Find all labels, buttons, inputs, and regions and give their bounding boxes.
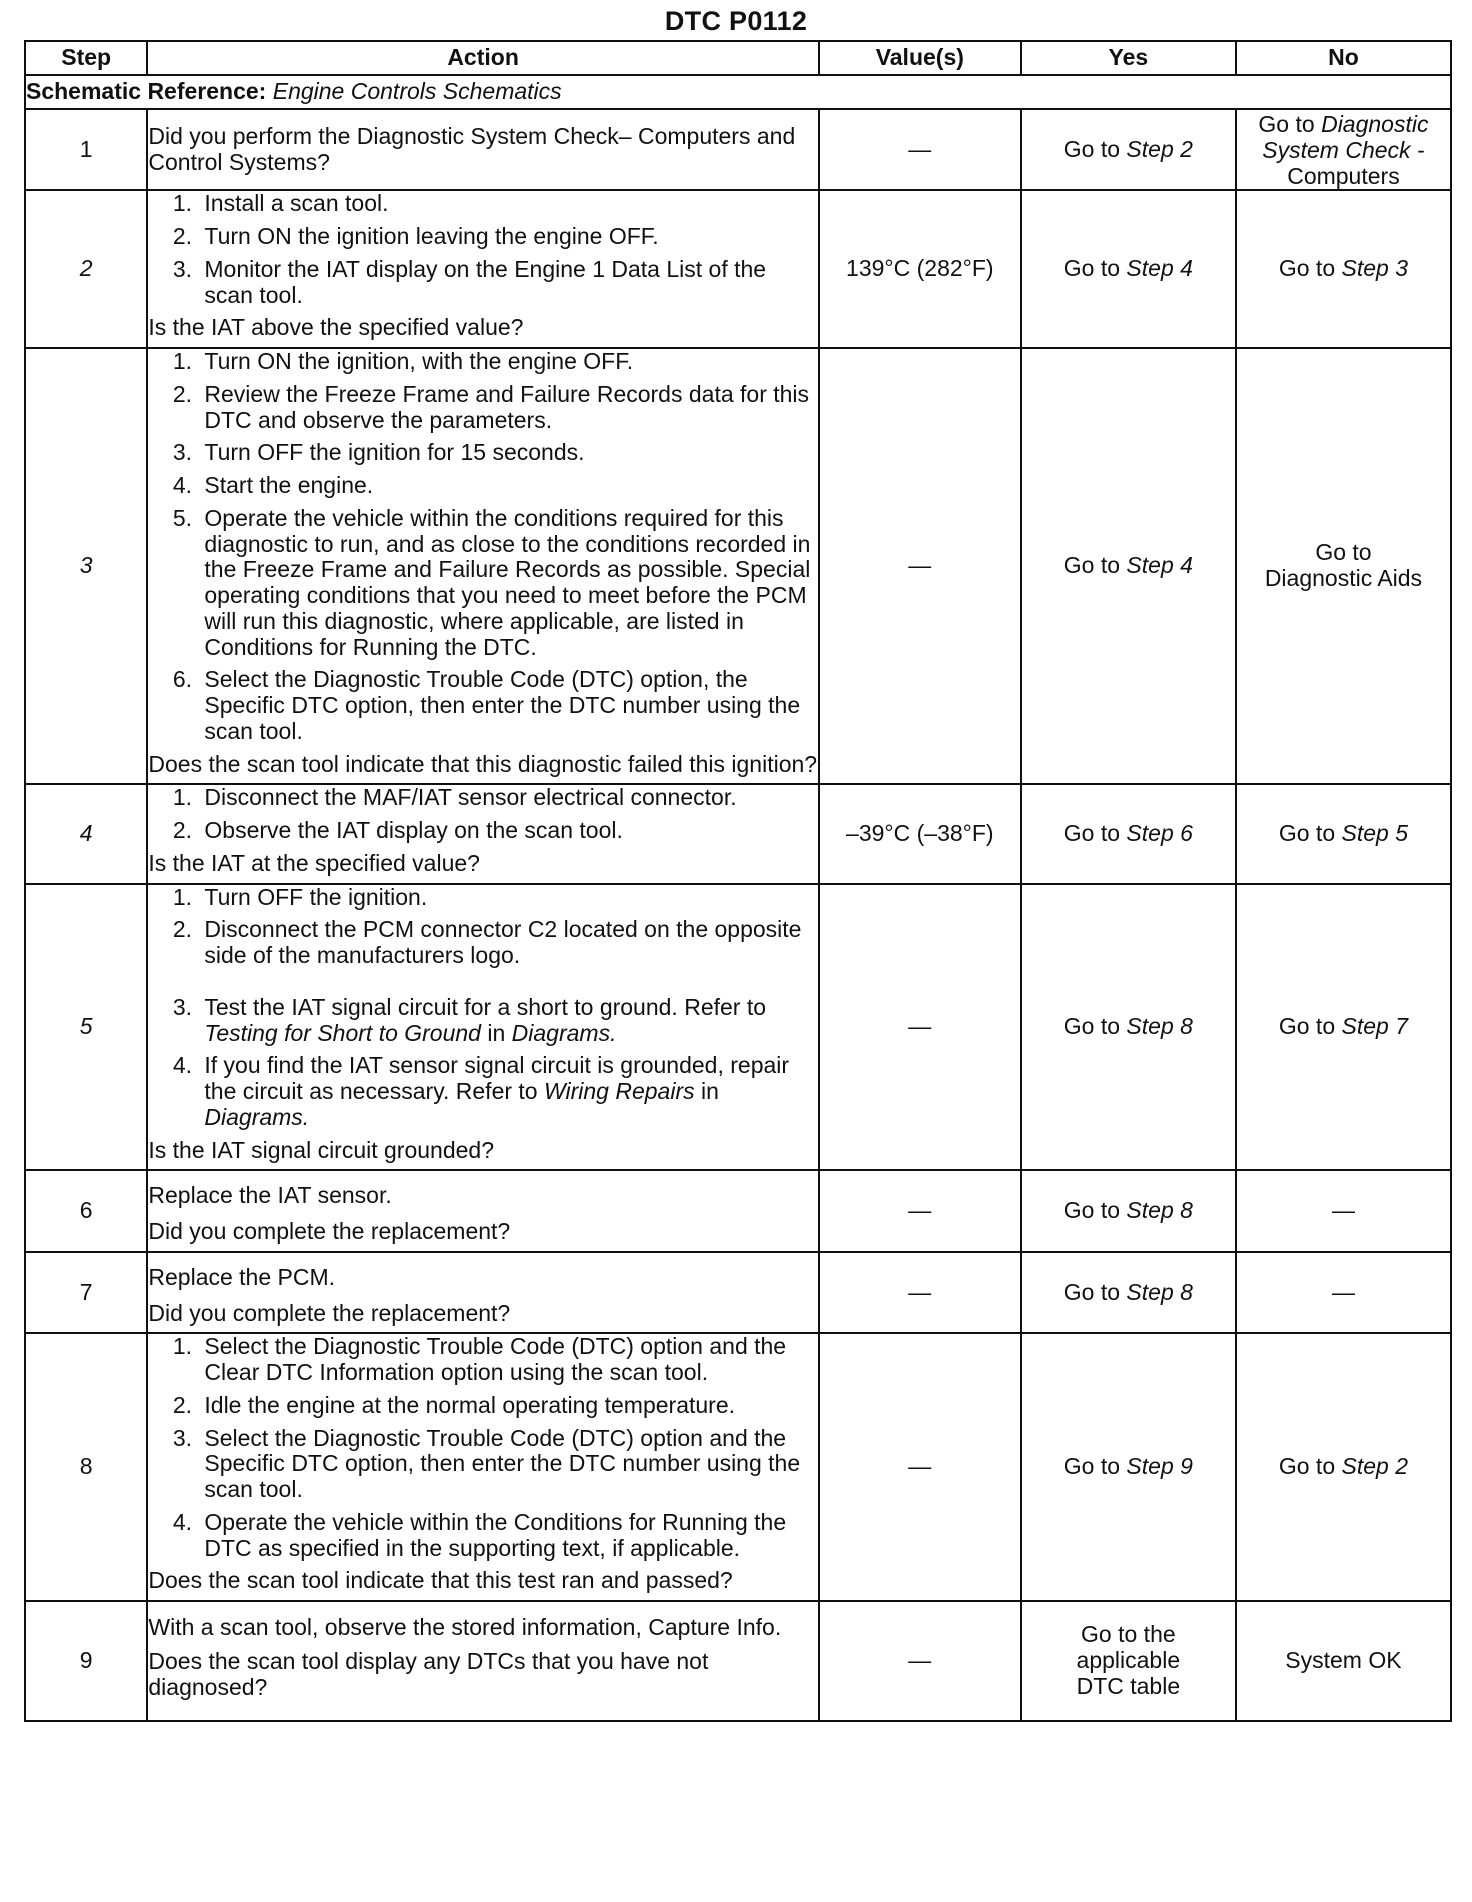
step-number: 3 — [25, 348, 147, 784]
header-values: Value(s) — [819, 41, 1021, 75]
step-value: — — [819, 884, 1021, 1171]
list-item: 1. Turn ON the ignition, with the engine OFF. — [198, 349, 817, 375]
yes-cell — [1021, 884, 1236, 1171]
yes-prefix: Go to — [1063, 1453, 1121, 1480]
no-step-link[interactable]: Step 2 — [1341, 1453, 1409, 1480]
table-row — [25, 1601, 1451, 1721]
step-question: Does the scan tool indicate that this test ran and passed? — [148, 1567, 733, 1594]
step-value: — — [819, 1170, 1021, 1252]
list-item — [198, 1053, 817, 1130]
no-prefix: Go to — [1278, 1453, 1336, 1480]
step-question: Does the scan tool indicate that this diagnostic failed this ignition? — [148, 750, 818, 777]
no-cell — [1236, 190, 1451, 348]
step-question: Did you complete the replacement? — [148, 1299, 511, 1326]
step-number: 4 — [25, 784, 147, 883]
header-action: Action — [147, 41, 818, 75]
step-number: 1 — [25, 109, 147, 190]
yes-prefix: Go to — [1063, 1197, 1121, 1224]
applicable-dtc-link-line3[interactable]: DTC table — [1076, 1672, 1181, 1699]
short-to-ground-link[interactable]: Testing for Short to Ground — [204, 1019, 481, 1046]
yes-cell — [1021, 1170, 1236, 1252]
list-item: 1. Turn OFF the ignition. — [198, 885, 817, 911]
no-cell — [1236, 884, 1451, 1171]
list-item — [198, 995, 817, 1047]
list-item: 2. Turn ON the ignition leaving the engine OFF. — [198, 224, 817, 250]
step-number: 2 — [25, 190, 147, 348]
diagrams-link[interactable]: Diagrams. — [511, 1019, 617, 1046]
yes-prefix: Go to — [1063, 552, 1121, 579]
wiring-repairs-link[interactable]: Wiring Repairs — [544, 1078, 695, 1104]
yes-cell — [1021, 1333, 1236, 1601]
list-item: 6. Select the Diagnostic Trouble Code (DTC) option, the Specific DTC option, then enter the DTC number using the scan tool. — [198, 667, 817, 744]
step-question: Is the IAT at the specified value? — [148, 849, 480, 876]
table-row — [25, 784, 1451, 883]
list-item: 4. Operate the vehicle within the Conditions for Running the DTC as specified in the supporting text, if applicable. — [198, 1510, 817, 1562]
yes-cell — [1021, 109, 1236, 190]
list-item: 2. Observe the IAT display on the scan tool. — [198, 818, 817, 844]
step-text: With a scan tool, observe the stored information, Capture Info. — [148, 1614, 782, 1641]
step-value: — — [819, 1601, 1021, 1721]
no-cell — [1236, 784, 1451, 883]
no-line1: Go to — [1315, 539, 1372, 566]
list-item: 2. Disconnect the PCM connector C2 located on the opposite side of the manufacturers logo. — [198, 917, 817, 969]
step-action — [147, 1333, 818, 1601]
list-item: 1. Disconnect the MAF/IAT sensor electrical connector. — [198, 785, 817, 811]
yes-prefix: Go to — [1063, 820, 1121, 846]
yes-cell — [1021, 190, 1236, 348]
yes-cell — [1021, 1601, 1236, 1721]
list-item: 3. Turn OFF the ignition for 15 seconds. — [198, 440, 817, 466]
step-action — [147, 348, 818, 784]
header-row — [25, 41, 1451, 75]
diagrams-link[interactable]: Diagrams. — [204, 1103, 310, 1130]
no-cell: — — [1236, 1170, 1451, 1252]
yes-step-link[interactable]: Step 9 — [1126, 1453, 1193, 1480]
diagnostic-table — [24, 40, 1452, 1722]
yes-step-link[interactable]: Step 6 — [1126, 820, 1193, 846]
no-step-link[interactable]: Diagnostic System Check - — [1262, 111, 1429, 163]
item-text: If you find the IAT sensor signal circuit is grounded, repair the circuit as necessary. Refer to — [204, 1052, 790, 1104]
step-value: — — [819, 109, 1021, 190]
list-item: 3. Monitor the IAT display on the Engine 1 Data List of the scan tool. — [198, 257, 817, 309]
diagnostic-aids-link[interactable]: Diagnostic Aids — [1264, 565, 1423, 592]
schematic-reference-link[interactable]: Engine Controls Schematics — [272, 78, 562, 105]
list-item: 4. Start the engine. — [198, 473, 817, 499]
list-item: 2. Review the Freeze Frame and Failure Records data for this DTC and observe the parameters. — [198, 382, 817, 434]
no-suffix: Computers — [1287, 162, 1400, 189]
step-question: Does the scan tool display any DTCs that you have not diagnosed? — [148, 1648, 709, 1700]
step-text: Replace the IAT sensor. — [148, 1182, 392, 1209]
no-cell: System OK — [1236, 1601, 1451, 1721]
page-title: DTC P0112 — [664, 6, 808, 36]
step-action — [147, 1170, 818, 1252]
no-cell: — — [1236, 1252, 1451, 1334]
yes-prefix: Go to — [1063, 135, 1121, 162]
yes-step-link[interactable]: Step 8 — [1126, 1013, 1193, 1039]
list-item: 1. Install a scan tool. — [198, 191, 817, 217]
yes-step-link[interactable]: Step 2 — [1126, 135, 1193, 162]
table-row — [25, 1170, 1451, 1252]
no-cell — [1236, 109, 1451, 190]
header-step: Step — [25, 41, 147, 75]
no-prefix: Go to — [1278, 820, 1336, 846]
step-value: — — [819, 348, 1021, 784]
yes-step-link[interactable]: Step 8 — [1126, 1197, 1193, 1224]
step-number: 7 — [25, 1252, 147, 1334]
table-row — [25, 348, 1451, 784]
schematic-reference-label: Schematic Reference: — [26, 78, 267, 105]
yes-step-link[interactable]: Step 4 — [1126, 255, 1193, 282]
no-cell — [1236, 1333, 1451, 1601]
list-item: 2. Idle the engine at the normal operating temperature. — [198, 1393, 817, 1419]
step-action — [147, 1252, 818, 1334]
item-text: in — [487, 1019, 506, 1046]
no-step-link[interactable]: Step 7 — [1341, 1013, 1409, 1039]
item-text: Test the IAT signal circuit for a short to ground. Refer to — [204, 993, 767, 1020]
step-action — [147, 190, 818, 348]
table-row — [25, 1333, 1451, 1601]
no-step-link[interactable]: Step 3 — [1341, 255, 1409, 282]
schematic-reference-row — [25, 75, 1451, 109]
step-question: Did you complete the replacement? — [148, 1218, 511, 1244]
table-row — [25, 884, 1451, 1171]
yes-prefix: Go to — [1063, 1278, 1121, 1305]
step-number: 8 — [25, 1333, 147, 1601]
step-action — [147, 109, 818, 190]
applicable-dtc-link-line2[interactable]: applicable — [1076, 1647, 1181, 1674]
table-row — [25, 109, 1451, 190]
table-row — [25, 190, 1451, 348]
step-number: 9 — [25, 1601, 147, 1721]
yes-cell — [1021, 348, 1236, 784]
table-row — [25, 1252, 1451, 1334]
applicable-dtc-link-line1[interactable]: Go to the — [1081, 1621, 1176, 1648]
list-item: 1. Select the Diagnostic Trouble Code (DTC) option and the Clear DTC Information option using the scan tool. — [198, 1334, 817, 1386]
yes-prefix: Go to — [1063, 255, 1121, 282]
step-number: 6 — [25, 1170, 147, 1252]
item-text: in — [701, 1078, 719, 1104]
step-value: 139°C (282°F) — [819, 190, 1021, 348]
step-action — [147, 884, 818, 1171]
step-value: — — [819, 1333, 1021, 1601]
no-prefix: Go to — [1258, 111, 1315, 137]
step-text: Replace the PCM. — [148, 1263, 336, 1290]
step-value: — — [819, 1252, 1021, 1334]
step-action — [147, 784, 818, 883]
list-item: 5. Operate the vehicle within the conditions required for this diagnostic to run, and as close to the conditions recorded in the Freeze Frame and Failure Records as possible. Special operating conditions that you need to meet before the PCM will run this diagnostic, where applicable, are listed in Conditions for Running the DTC. — [198, 506, 817, 661]
yes-step-link[interactable]: Step 4 — [1126, 552, 1193, 579]
step-action — [147, 1601, 818, 1721]
step-question: Is the IAT above the specified value? — [148, 314, 524, 341]
step-value: –39°C (–38°F) — [819, 784, 1021, 883]
no-prefix: Go to — [1278, 255, 1336, 282]
step-question: Did you perform the Diagnostic System Check– Computers and Control Systems? — [148, 122, 796, 175]
no-cell — [1236, 348, 1451, 784]
header-yes: Yes — [1021, 41, 1236, 75]
yes-step-link[interactable]: Step 8 — [1126, 1278, 1193, 1305]
step-question: Is the IAT signal circuit grounded? — [148, 1136, 495, 1163]
step-number: 5 — [25, 884, 147, 1171]
schematic-reference — [25, 75, 1451, 109]
list-item: 3. Select the Diagnostic Trouble Code (DTC) option and the Specific DTC option, then enter the DTC number using the scan tool. — [198, 1426, 817, 1503]
header-no: No — [1236, 41, 1451, 75]
no-prefix: Go to — [1278, 1013, 1336, 1039]
yes-cell — [1021, 1252, 1236, 1334]
no-step-link[interactable]: Step 5 — [1341, 820, 1409, 846]
yes-cell — [1021, 784, 1236, 883]
yes-prefix: Go to — [1063, 1013, 1121, 1039]
